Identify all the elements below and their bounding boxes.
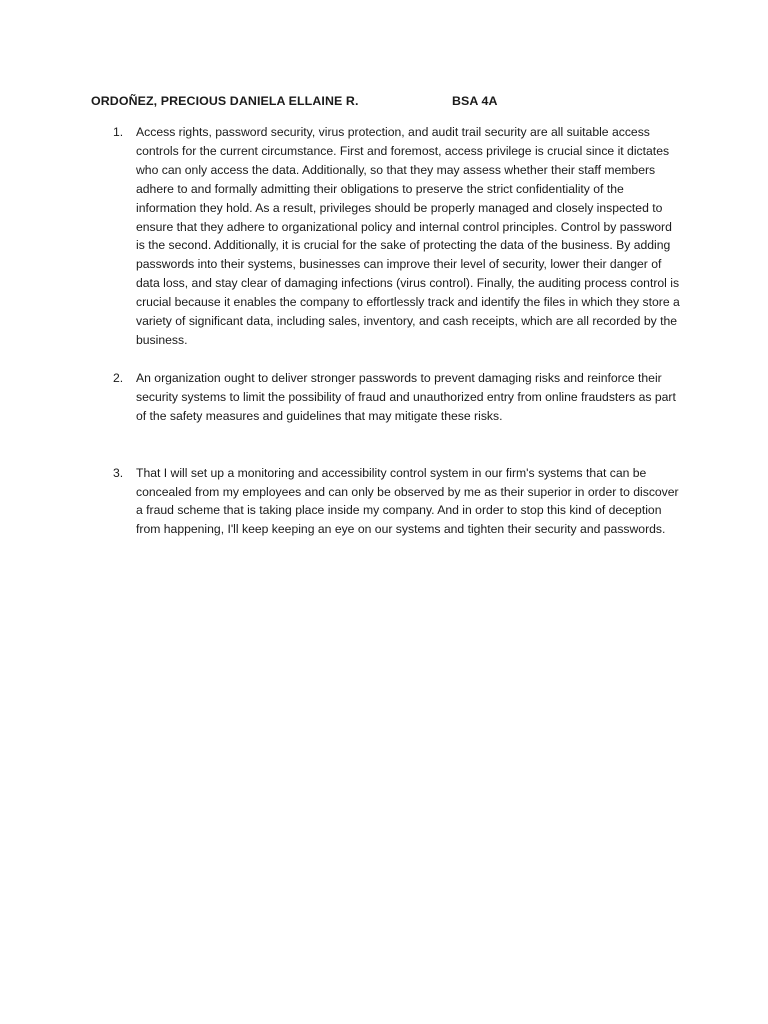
answer-item-3 <box>91 464 691 540</box>
answer-text: An organization ought to deliver stronger passwords to prevent damaging risks and reinforce their security systems to limit the possibility of fraud and unauthorized entry from online fraudsters as part of the safety measures and guidelines that may mitigate these risks. <box>136 370 676 423</box>
answer-text: That I will set up a monitoring and accessibility control system in our firm's systems that can be concealed from my employees and can only be observed by me as their superior in order to discover a fraud scheme that is taking place inside my company. And in order to stop this kind of deception from happening, I'll keep keeping an eye on our systems and tighten their security and passwords. <box>136 465 679 537</box>
student-name: ORDOÑEZ, PRECIOUS DANIELA ELLAINE R. <box>91 94 359 108</box>
answer-item-2 <box>91 369 691 426</box>
document-header <box>91 94 691 112</box>
answer-text: Access rights, password security, virus protection, and audit trail security are all suitable access controls for the current circumstance. First and foremost, access privilege is crucial since it dictates who can only access the data. Additionally, so that they may assess whether their staff members adhere to and formally admitting their obligations to preserve the strict confidentiality of the information they hold. As a result, privileges should be properly managed and closely inspected to ensure that they adhere to organizational policy and internal control principles. Control by password is the second. Additionally, it is crucial for the sake of protecting the data of the business. By adding passwords into their systems, businesses can improve their level of security, lower their danger of data loss, and stay clear of damaging infections (virus control). Finally, the auditing process control is crucial because it enables the company to effortlessly track and identify the files in which they store a variety of significant data, including sales, inventory, and cash receipts, which are all recorded by the business. <box>136 125 680 347</box>
answer-list <box>91 123 691 539</box>
answer-number: 2. <box>113 370 124 385</box>
answer-number: 3. <box>113 465 124 480</box>
answer-item-1 <box>91 123 691 350</box>
answer-number: 1. <box>113 125 124 139</box>
student-section: BSA 4A <box>452 94 498 108</box>
